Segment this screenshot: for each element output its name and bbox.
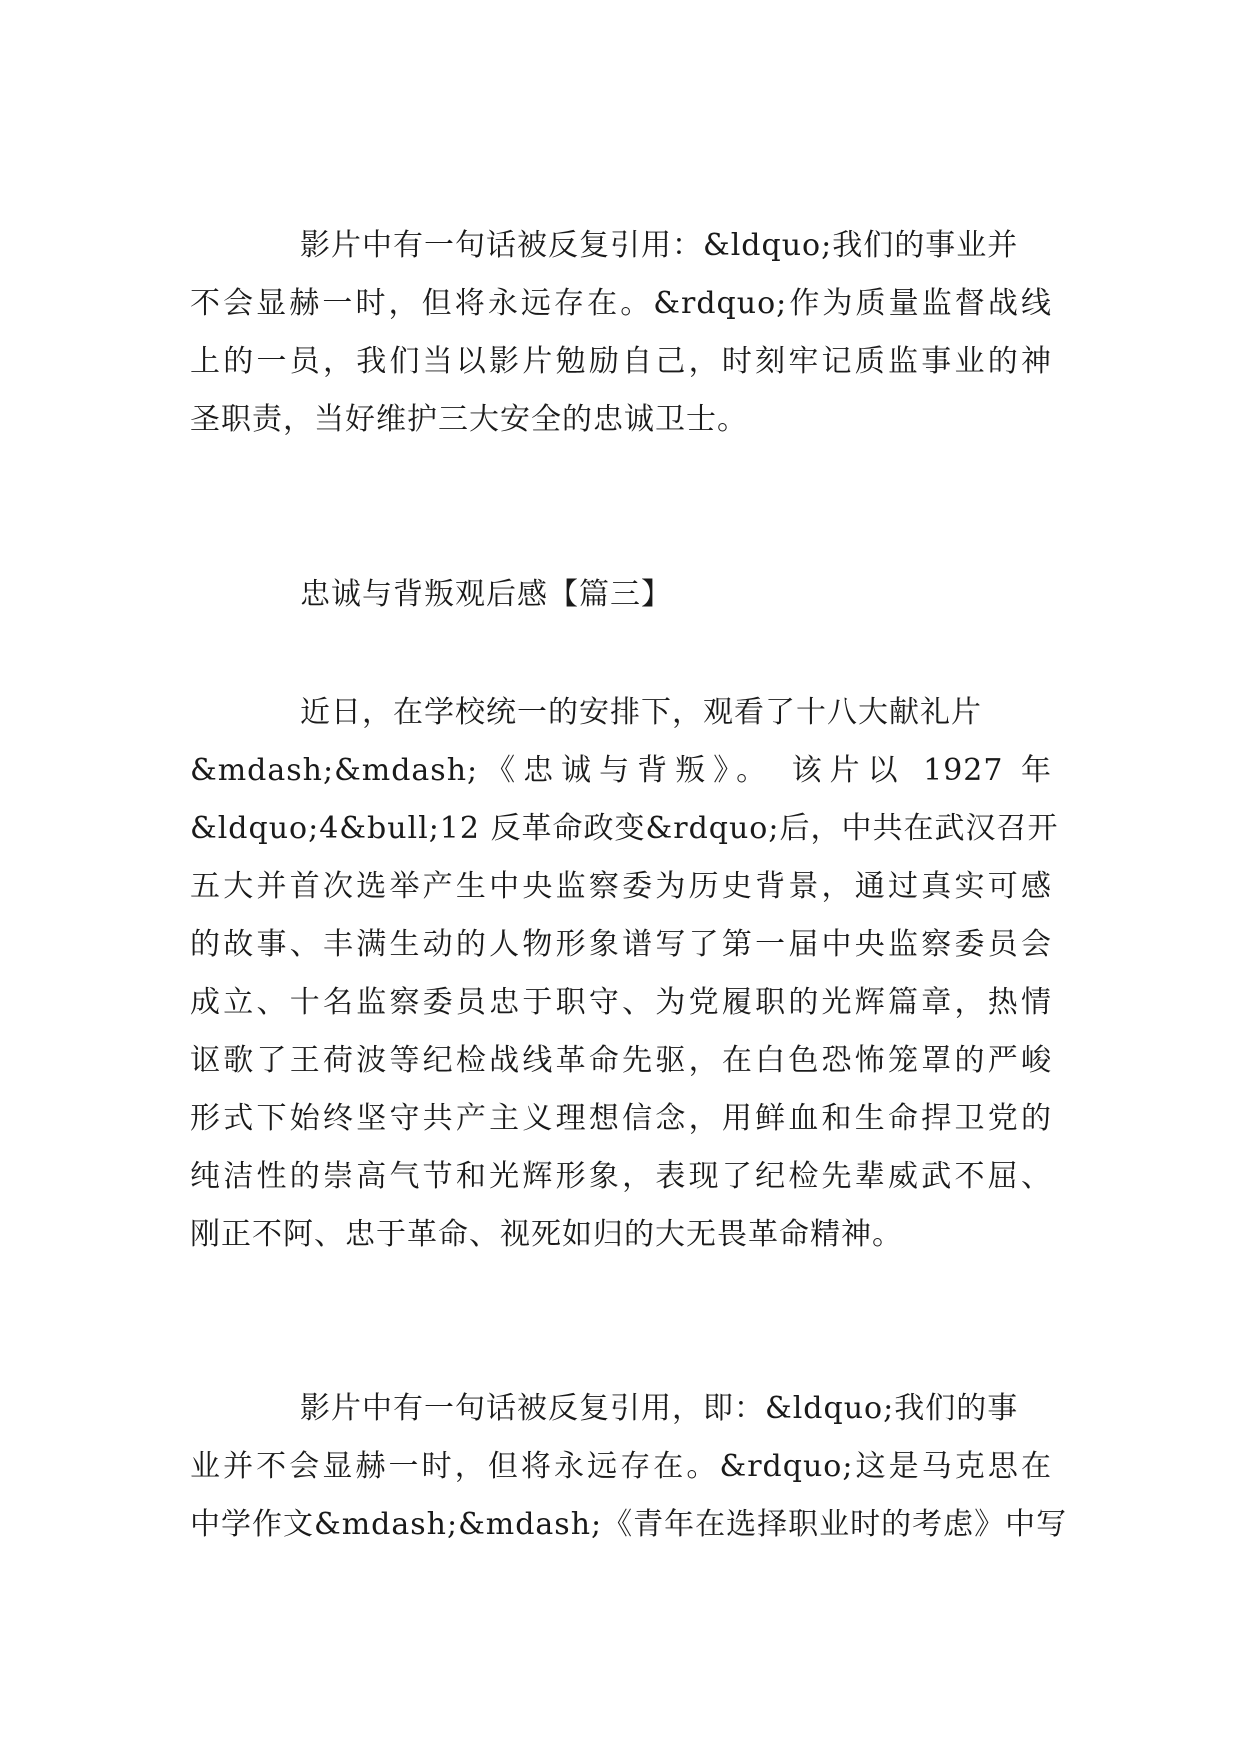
paragraph1-line-2: 不会显赫一时，但将永远存在。&rdquo;作为质量监督战线 xyxy=(190,286,1052,321)
paragraph2-line-9: 纯洁性的崇高气节和光辉形象，表现了纪检先辈威武不屈、 xyxy=(190,1159,1052,1194)
paragraph2-line-4: 五大并首次选举产生中央监察委为历史背景，通过真实可感 xyxy=(190,869,1052,904)
paragraph1-line-3: 上的一员，我们当以影片勉励自己，时刻牢记质监事业的神 xyxy=(190,344,1052,379)
paragraph2-line-3: &ldquo;4&bull;12 反革命政变&rdquo;后，中共在武汉召开 xyxy=(190,811,1059,846)
paragraph2-line-8: 形式下始终坚守共产主义理想信念，用鲜血和生命捍卫党的 xyxy=(190,1101,1052,1136)
paragraph2-line-5: 的故事、丰满生动的人物形象谱写了第一届中央监察委员会 xyxy=(190,927,1052,962)
paragraph3-line-3: 中学作文&mdash;&mdash;《青年在选择职业时的考虑》中写 xyxy=(190,1507,1068,1542)
section-heading: 忠诚与背叛观后感【篇三】 xyxy=(300,577,672,612)
paragraph2-line-10: 刚正不阿、忠于革命、视死如归的大无畏革命精神。 xyxy=(190,1217,903,1252)
paragraph2-line-1: 近日，在学校统一的安排下，观看了十八大献礼片 xyxy=(300,695,982,730)
paragraph3-line-2: 业并不会显赫一时，但将永远存在。&rdquo;这是马克思在 xyxy=(190,1449,1052,1484)
paragraph2-line-6: 成立、十名监察委员忠于职守、为党履职的光辉篇章，热情 xyxy=(190,985,1052,1020)
paragraph1-line-4: 圣职责，当好维护三大安全的忠诚卫士。 xyxy=(190,402,748,437)
paragraph3-line-1: 影片中有一句话被反复引用，即：&ldquo;我们的事 xyxy=(300,1391,1019,1426)
paragraph1-line-1: 影片中有一句话被反复引用：&ldquo;我们的事业并 xyxy=(300,228,1019,263)
paragraph2-line-2: &mdash;&mdash;《忠诚与背叛》。 该片以 1927 年 xyxy=(190,753,1052,788)
paragraph2-line-7: 讴歌了王荷波等纪检战线革命先驱，在白色恐怖笼罩的严峻 xyxy=(190,1043,1052,1078)
